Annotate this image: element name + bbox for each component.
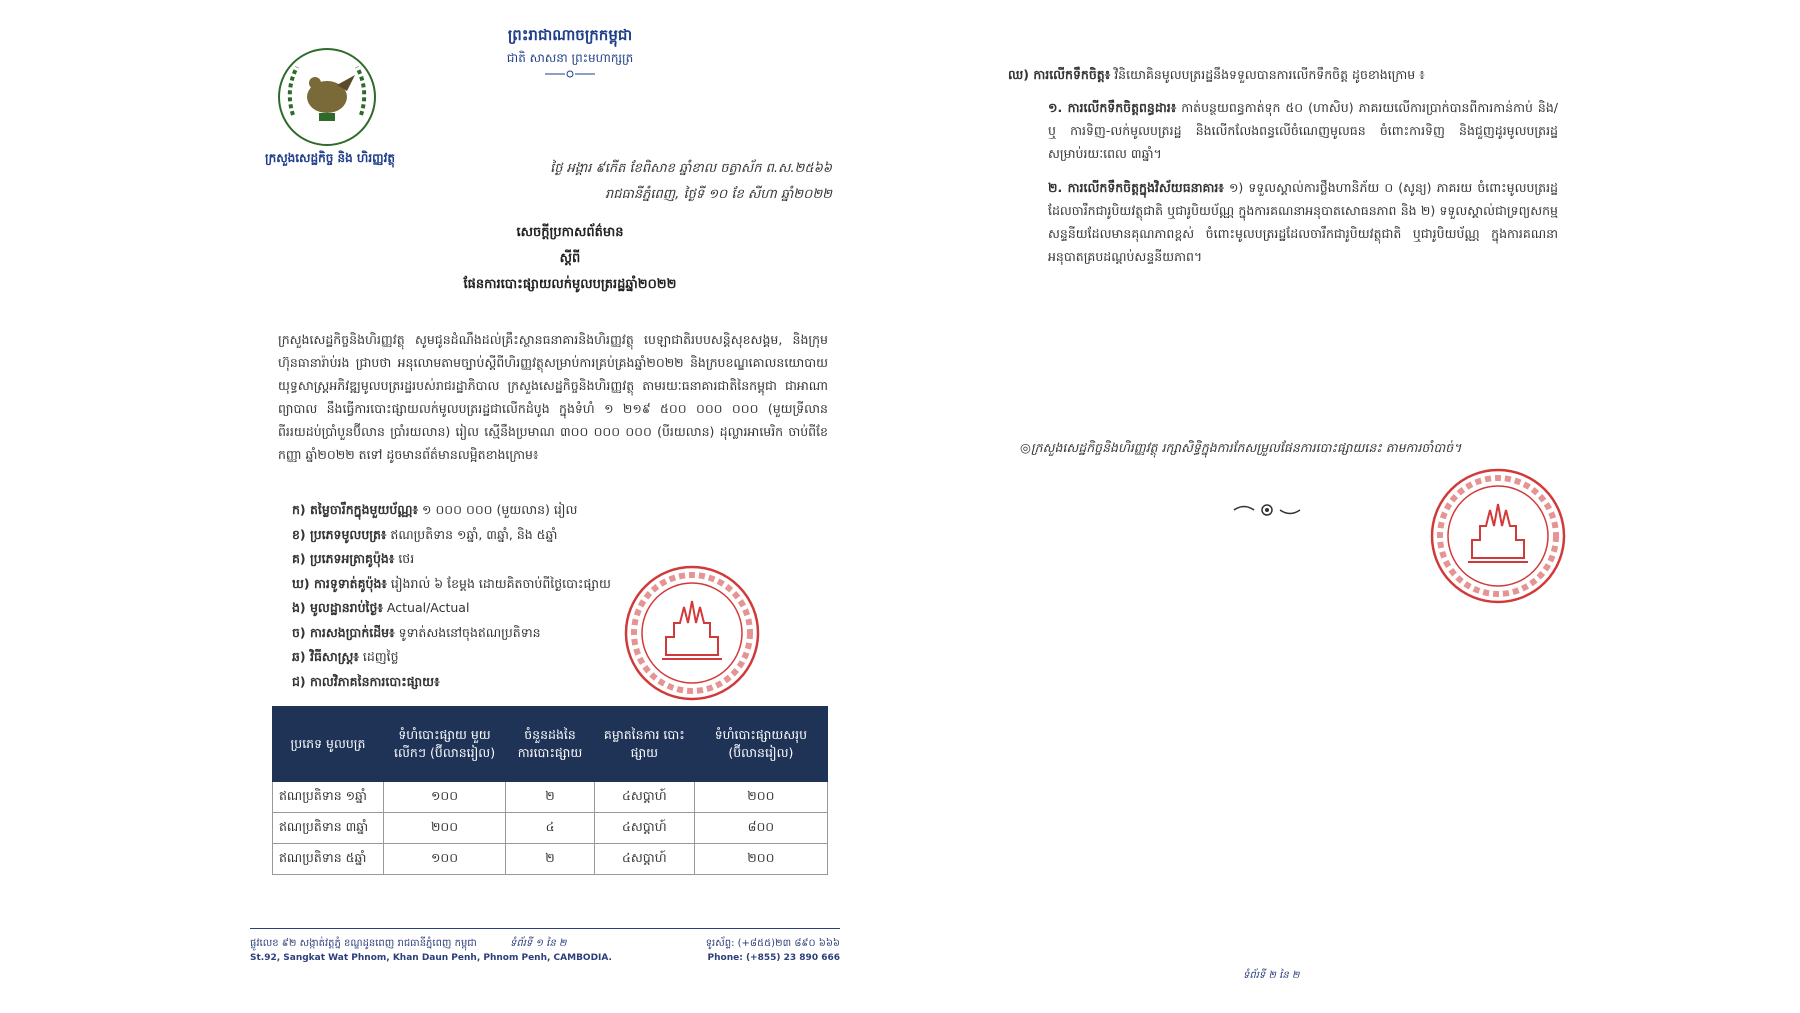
ministry-name: ក្រសួងសេដ្ឋកិច្ច និង ហិរញ្ញវត្ថុ — [265, 151, 395, 165]
national-motto: ជាតិ សាសនា ព្រះមហាក្សត្រ — [506, 51, 634, 65]
footer-address-en: St.92, Sangkat Wat Phnom, Khan Daun Penh, Phnom Penh, CAMBODIA. — [250, 953, 612, 963]
table-header: ទំហំបោះផ្សាយសរុប (ប៊ីលានរៀល) — [694, 707, 827, 782]
table-header-row — [273, 707, 828, 782]
footer-phone-km: ទូរស័ព្ទ: (+៨៥៥)២៣ ៨៩០ ៦៦៦ — [705, 938, 840, 949]
table-cell: ១០០ — [384, 844, 506, 875]
table-cell: ១០០ — [384, 782, 506, 813]
table-cell: ឥណប្រតិទាន ៣ឆ្នាំ — [273, 813, 384, 844]
kingdom-heading: ព្រះរាជាណាចក្រកម្ពុជា — [507, 26, 633, 44]
footer-page-number: ទំព័រទី ២ នៃ ២ — [1243, 970, 1300, 981]
list-item: ជ) កាលវិភាគនៃការបោះផ្សាយ៖ — [292, 673, 440, 689]
table-header: ប្រភេទ មូលបត្រ — [273, 707, 384, 782]
table-cell: ឥណប្រតិទាន ៥ឆ្នាំ — [273, 844, 384, 875]
table-cell: ២០០ — [384, 813, 506, 844]
doc-title-subject: ផែនការបោះផ្សាយលក់មូលបត្ររដ្ឋឆ្នាំ២០២២ — [463, 277, 677, 292]
footer-divider — [250, 928, 840, 929]
table-cell: ២ — [506, 844, 595, 875]
solar-date: រាជធានីភ្នំពេញ, ថ្ងៃទី ១០ ខែ សីហា ឆ្នាំ២០២២ — [605, 187, 832, 202]
table-cell: ៤សប្តាហ៍ — [594, 844, 694, 875]
body-paragraph: ក្រសួងសេដ្ឋកិច្ចនិងហិរញ្ញវត្ថុ សូមជូនដំណឹងដល់គ្រឹះស្ថានធនាគារនិងហិរញ្ញវត្ថុ បេឡាជាតិរបបសន្តិសុខសង្គម, និងក្រុមហ៊ុនធានារ៉ាប់រង ជ្រាបថា អនុលោមតាមច្បាប់ស្តីពីហិរញ្ញវត្ថុសម្រាប់ការគ្រប់គ្រងឆ្នាំ២០២២ និងក្របខណ្ឌគោលនយោបាយយុទ្ធសាស្ត្រអភិវឌ្ឍមូលបត្ររដ្ឋរបស់រាជរដ្ឋាភិបាល ក្រសួងសេដ្ឋកិច្ចនិងហិរញ្ញវត្ថុ តាមរយៈធនាគារជាតិនៃកម្ពុជា ជាអាណាព្យាបាល នឹងធ្វើការបោះផ្សាយលក់មូលបត្ររដ្ឋជាលើកដំបូង ក្នុងទំហំ ១ ២១៩ ៥០០ ០០០ ០០០ (មួយទ្រីលាន ពីររយដប់ប្រាំបួនប៊ីលាន ប្រាំរយលាន) រៀល ស្មើនឹងប្រមាណ ៣០០ ០០០ ០០០ (បីរយលាន) ដុល្លារអាមេរិក ចាប់ពីខែកញ្ញា ឆ្នាំ២០២២ តទៅ ដូចមានព័ត៌មានលម្អិតខាងក្រោម៖ — [278, 332, 828, 462]
issuance-schedule-table — [272, 706, 828, 875]
footer-page-number: ទំព័រទី ១ នៃ ២ — [510, 938, 567, 949]
table-cell: ៨០០ — [694, 813, 827, 844]
table-cell: ៤ — [506, 813, 595, 844]
tax-incentive-item: ១. ការលើកទឹកចិត្តពន្ធដារ៖ កាត់បន្ថយពន្ធកាត់ទុក ៥០ (ហាសិប) ភាគរយលើការប្រាក់បានពីការកាន់កាប់ និង/ឬ ការទិញ-លក់មូលបត្ររដ្ឋ និងលើកលែងពន្ធលើចំណេញមូលធន ចំពោះការទិញ និងជួញដូរមូលបត្ររដ្ឋ សម្រាប់រយៈពេល ៣ឆ្នាំ។ — [1048, 100, 1558, 161]
footer-address-km: ផ្លូវលេខ ៩២ សង្កាត់វត្តភ្នំ ខណ្ឌដូនពេញ រាជធានីភ្នំពេញ កម្ពុជា — [250, 938, 477, 949]
table-row — [273, 844, 828, 875]
motto-ornament-icon — [545, 70, 595, 78]
list-item: ខ) ប្រភេទមូលបត្រ៖ ឥណប្រតិទាន ១ឆ្នាំ, ៣ឆ្នាំ, និង ៥ឆ្នាំ — [292, 526, 558, 542]
table-header: ទំហំបោះផ្សាយ មួយលើកៗ (ប៊ីលានរៀល) — [384, 707, 506, 782]
table-cell: ២០០ — [694, 782, 827, 813]
table-row — [273, 782, 828, 813]
footer-phone-en: Phone: (+855) 23 890 666 — [707, 953, 840, 963]
list-item: ឆ) វិធីសាស្ត្រ៖ ដេញថ្លៃ — [292, 649, 399, 664]
table-cell: ឥណប្រតិទាន ១ឆ្នាំ — [273, 782, 384, 813]
ministry-logo — [275, 45, 380, 150]
list-item: ច) ការសងប្រាក់ដើម៖ ទូទាត់សងនៅចុងឥណប្រតិទាន — [292, 624, 541, 640]
incentives-heading: ឈ) ការលើកទឹកចិត្ត៖ វិនិយោគិនមូលបត្ររដ្ឋនឹងទទួលបានការលើកទឹកចិត្ត ដូចខាងក្រោម ៖ — [1008, 67, 1425, 82]
rights-reserved-note: ◎ក្រសួងសេដ្ឋកិច្ចនិងហិរញ្ញវត្ថុ រក្សាសិទ្ធិក្នុងការកែសម្រួលផែនការបោះផ្សាយនេះ តាមការចាំបាច់។ — [1020, 440, 1462, 455]
official-seal-icon — [622, 563, 762, 703]
list-item: គ) ប្រភេទអត្រាគូប៉ុង៖ ថេរ — [292, 551, 415, 566]
lunar-date: ថ្ងៃ អង្គារ ៩កើត ខែពិសាខ ឆ្នាំខាល ចត្វាស័ក ព.ស.២៥៦៦ — [550, 161, 832, 176]
table-header: ចំនួនដងនៃ ការបោះផ្សាយ — [506, 707, 595, 782]
list-item: ក) តម្លៃចារឹកក្នុងមួយប័ណ្ណ៖ ១ ០០០ ០០០ (មួយលាន) រៀល — [292, 502, 578, 517]
table-cell: ៤សប្តាហ៍ — [594, 813, 694, 844]
table-cell: ២០០ — [694, 844, 827, 875]
list-item: ង) មូលដ្ឋានរាប់ថ្ងៃ៖ Actual/Actual — [292, 600, 470, 615]
table-cell: ៤សប្តាហ៍ — [594, 782, 694, 813]
doc-title-announcement: សេចក្តីប្រកាសព័ត៌មាន — [516, 225, 624, 240]
table-header: គម្លាតនៃការ បោះផ្សាយ — [594, 707, 694, 782]
list-item: ឃ) ការទូទាត់គូប៉ុង៖ រៀងរាល់ ៦ ខែម្តង ដោយគិតចាប់ពីថ្ងៃបោះផ្សាយ — [292, 575, 611, 591]
official-seal-icon — [1428, 466, 1568, 606]
banking-incentive-item: ២. ការលើកទឹកចិត្តក្នុងវិស័យធនាគារ៖ ១) ទទួលស្គាល់ការថ្លឹងហានិភ័យ ០ (សូន្យ) ភាគរយ ចំពោះមូលបត្ររដ្ឋដែលចារឹកជារូបិយវត្ថុជាតិ ឬជារូបិយប័ណ្ណ ក្នុងការគណនាអនុបាតសោធនភាព និង ២) ទទួលស្គាល់ជាទ្រព្យសកម្មសន្ទនីយដែលមានគុណភាពខ្ពស់ ចំពោះមូលបត្ររដ្ឋដែលចារឹកជារូបិយវត្ថុជាតិ ឬជារូបិយប័ណ្ណ ក្នុងការគណនាអនុបាតគ្របដណ្តប់សន្ទនីយភាព។ — [1048, 180, 1558, 264]
table-cell: ២ — [506, 782, 595, 813]
closing-ornament-icon — [1232, 503, 1302, 517]
document-page-1 — [250, 0, 890, 1013]
table-row — [273, 813, 828, 844]
doc-title-regarding: ស្តីពី — [559, 251, 581, 266]
document-page-2 — [1000, 0, 1570, 1013]
